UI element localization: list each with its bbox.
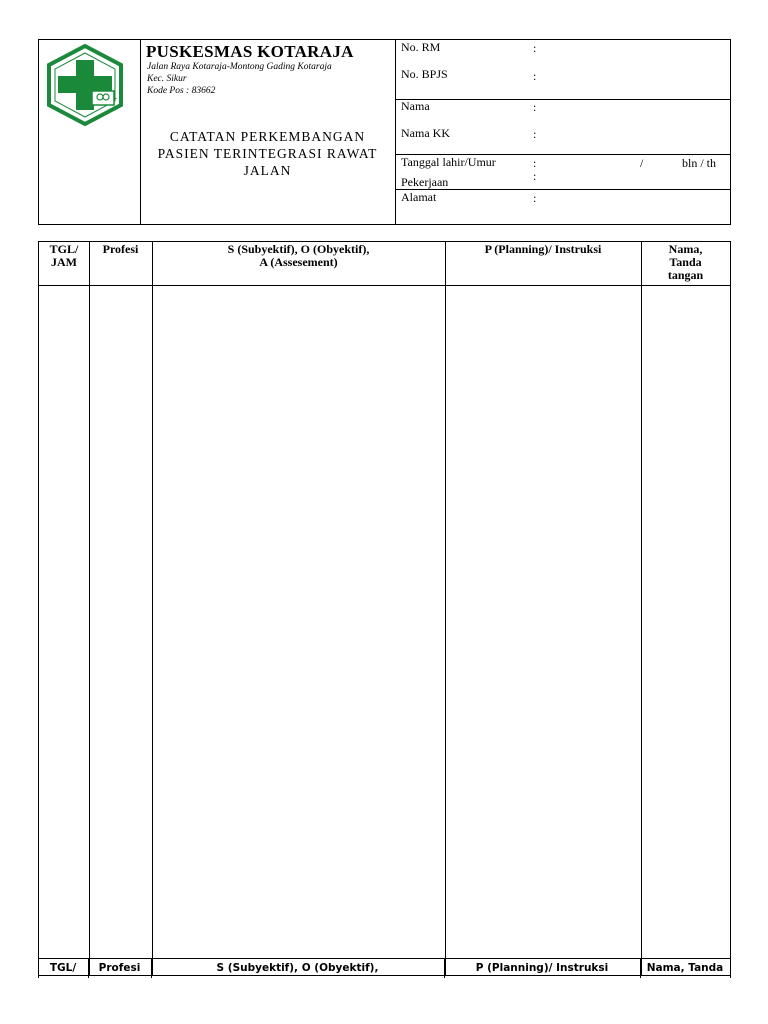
progress-notes-table: [38, 241, 731, 976]
field-label-no-bpjs: No. BPJS: [401, 67, 448, 81]
address-line: Jalan Raya Kotaraja-Montong Gading Kotaraja: [147, 62, 332, 72]
field-slash: /: [640, 156, 644, 170]
column-header-line: A (Assesement): [259, 255, 338, 269]
document-title: [140, 128, 395, 179]
field-colon: :: [533, 169, 537, 183]
header-divider-fields: [395, 40, 396, 224]
field-colon: :: [533, 156, 537, 170]
next-table-header: [38, 958, 731, 978]
field-colon: :: [533, 127, 537, 141]
document-title-line: CATATAN PERKEMBANGAN: [169, 129, 366, 144]
footer-header-tgl: TGL/: [49, 962, 77, 974]
address-line: Kec. Sikur: [147, 74, 187, 84]
table-column-divider: [730, 959, 731, 978]
header-field-divider: [395, 99, 730, 100]
table-column-divider: [89, 242, 90, 975]
puskesmas-logo-icon: [45, 44, 125, 126]
field-label-nama: Nama: [401, 99, 430, 113]
column-header-line: JAM: [51, 255, 77, 269]
table-column-divider: [152, 242, 153, 975]
column-header-planning: P (Planning)/ Instruksi: [484, 242, 602, 256]
field-colon: :: [533, 100, 537, 114]
document-title-line: PASIEN TERINTEGRASI RAWAT: [157, 146, 378, 161]
table-column-divider: [641, 242, 642, 975]
field-colon: :: [533, 69, 537, 83]
document-title-line: JALAN: [243, 163, 292, 178]
column-header-soa: [152, 243, 445, 269]
field-label-tanggal-lahir: Tanggal lahir/Umur: [401, 155, 496, 169]
field-colon: :: [533, 191, 537, 205]
field-label-nama-kk: Nama KK: [401, 126, 450, 140]
postal-code: Kode Pos : 83662: [147, 86, 216, 96]
field-label-pekerjaan: Pekerjaan: [401, 175, 449, 189]
header-box: [38, 39, 731, 225]
column-header-tgl-jam: [39, 243, 89, 269]
footer-header-planning: P (Planning)/ Instruksi: [475, 962, 609, 974]
column-header-profesi: Profesi: [102, 242, 139, 256]
column-header-line: S (Subyektif), O (Obyektif),: [227, 242, 370, 256]
table-column-divider: [445, 242, 446, 975]
column-header-line: tangan: [667, 268, 704, 282]
footer-header-signature: Nama, Tanda: [646, 962, 724, 974]
column-header-signature: [641, 243, 730, 282]
table-header-divider: [39, 285, 730, 286]
field-unit-bln-th: bln / th: [682, 156, 717, 170]
column-header-line: Tanda: [669, 255, 702, 269]
column-header-line: Nama,: [668, 242, 703, 256]
column-header-line: TGL/: [49, 242, 79, 256]
field-label-alamat: Alamat: [401, 190, 437, 204]
field-label-no-rm: No. RM: [401, 40, 441, 54]
field-colon: :: [533, 41, 537, 55]
footer-header-soa: S (Subyektif), O (Obyektif),: [216, 962, 379, 974]
footer-header-profesi: Profesi: [98, 962, 141, 974]
org-name: PUSKESMAS KOTARAJA: [146, 42, 354, 61]
